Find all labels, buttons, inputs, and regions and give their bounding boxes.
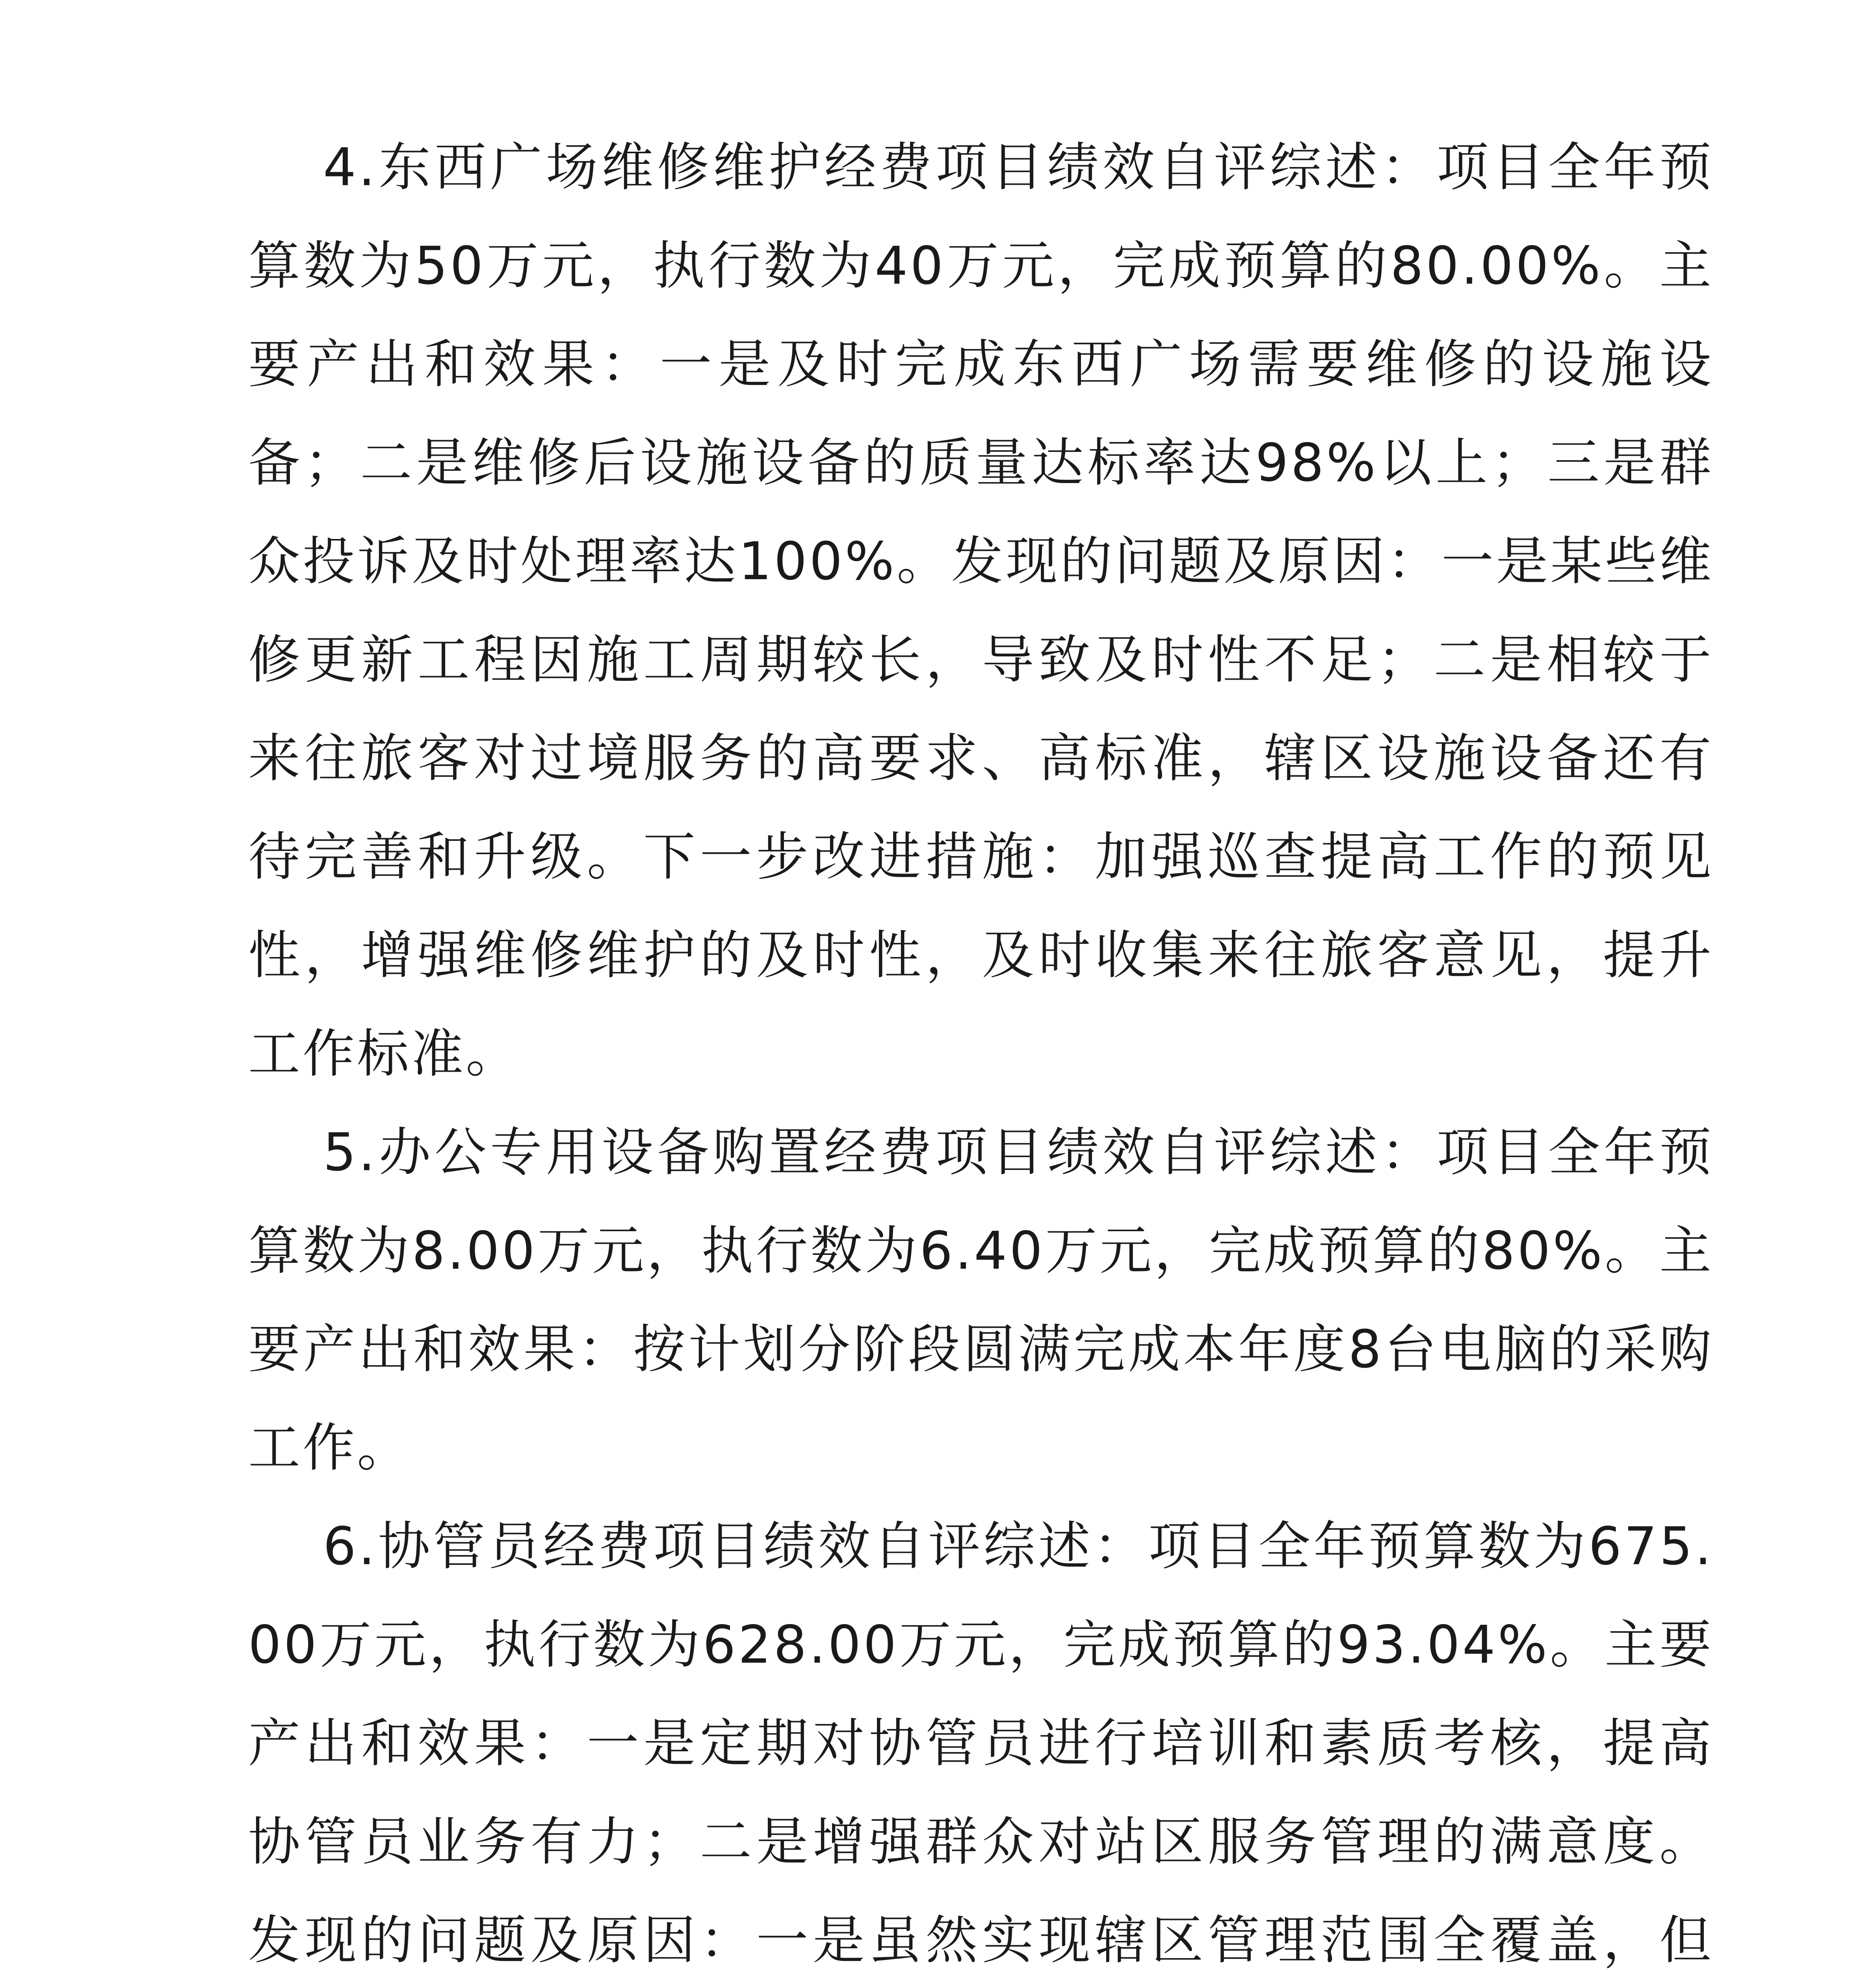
document-body (248, 118, 1714, 1970)
paragraph-coordinator-funding: 6.协管员经费项目绩效自评综述：项目全年预算数为675.00万元，执行数为628.00万元，完成预算的93.04%。主要产出和效果：一是定期对协管员进行培训和素质考核，提高协管员业务有力；二是增强群众对站区服务管理的满意度。发现的问题及原因：一是虽然实现辖区管理范围全覆盖，但 (248, 1516, 1714, 1970)
paragraph-east-west-plaza-maintenance: 4.东西广场维修维护经费项目绩效自评综述：项目全年预算数为50万元，执行数为40万元，完成预算的80.00%。主要产出和效果：一是及时完成东西广场需要维修的设施设备；二是维修后设施设备的质量达标率达98%以上；三是群众投诉及时处理率达100%。发现的问题及原因：一是某些维修更新工程因施工周期较长，导致及时性不足；二是相较于来往旅客对过境服务的高要求、高标准，辖区设施设备还有待完善和升级。下一步改进措施：加强巡查提高工作的预见性，增强维修维护的及时性，及时收集来往旅客意见，提升工作标准。 (248, 137, 1714, 1084)
paragraph-office-equipment-purchase: 5.办公专用设备购置经费项目绩效自评综述：项目全年预算数为8.00万元，执行数为6.40万元，完成预算的80%。主要产出和效果：按计划分阶段圆满完成本年度8台电脑的采购工作。 (248, 1122, 1714, 1478)
